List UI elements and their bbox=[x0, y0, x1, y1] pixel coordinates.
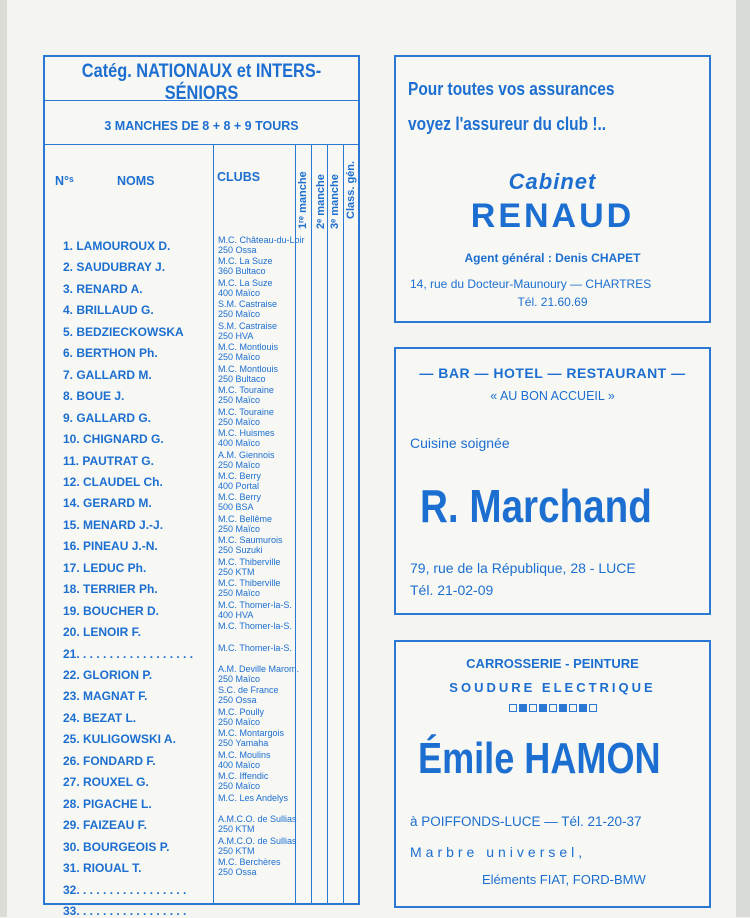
entry-name: 19. BOUCHER D. bbox=[63, 603, 160, 618]
club-machine: 250 Maïco bbox=[218, 716, 261, 727]
ad-hamon bbox=[394, 640, 711, 908]
club-machine: 250 Maïco bbox=[218, 416, 261, 427]
entry-name: 2. SAUDUBRAY J. bbox=[63, 260, 166, 275]
entry-club bbox=[218, 664, 299, 684]
entry-name: 26. FONDARD F. bbox=[63, 753, 156, 768]
ornament-row bbox=[396, 704, 709, 712]
club-name: S.M. Castraise bbox=[218, 299, 278, 310]
brand-cabinet: Cabinet bbox=[508, 169, 597, 194]
entry-club bbox=[218, 814, 297, 834]
entry-club bbox=[218, 685, 279, 705]
club-name: M.C. Berry bbox=[218, 492, 262, 503]
club-name: M.C. La Suze bbox=[218, 277, 273, 288]
club-machine: 250 Maïco bbox=[218, 674, 261, 684]
club-name: M.C. La Suze bbox=[218, 256, 273, 267]
entry-name: 33. . . . . . . . . . . . . . . . . bbox=[63, 903, 187, 918]
club-name: M.C. Touraine bbox=[218, 406, 274, 417]
entry-club bbox=[218, 728, 284, 748]
club-machine: 250 Ossa bbox=[218, 245, 257, 255]
entry-name: 10. CHIGNARD G. bbox=[63, 432, 164, 447]
club-name: M.C. Berry bbox=[218, 470, 262, 481]
club-name: M.C. Poully bbox=[218, 706, 265, 717]
club-machine: 250 Suzuki bbox=[218, 545, 263, 556]
entry-club bbox=[218, 364, 278, 384]
entry-club bbox=[218, 407, 274, 427]
club-machine: 250 Ossa bbox=[218, 695, 257, 706]
entry-club bbox=[218, 299, 277, 319]
club-machine: 250 Ossa bbox=[218, 867, 257, 878]
club-machine: 250 HVA bbox=[218, 330, 254, 341]
entry-name: 15. MENARD J.-J. bbox=[63, 517, 164, 532]
page-edge-right bbox=[736, 0, 750, 917]
club-name: M.C. Huismes bbox=[218, 428, 275, 439]
club-name: M.C. Bellême bbox=[218, 513, 273, 524]
entry-club bbox=[218, 342, 278, 362]
entry-name: 20. LENOIR F. bbox=[63, 625, 142, 640]
club-name: M.C. Berchères bbox=[218, 857, 281, 868]
entry-club bbox=[218, 771, 268, 791]
col-rule bbox=[295, 144, 296, 905]
entry-club bbox=[218, 278, 273, 298]
club-name: M.C. Montargois bbox=[218, 728, 285, 739]
club-name: M.C. Montlouis bbox=[218, 363, 279, 374]
entry-name: 4. BRILLAUD G. bbox=[63, 303, 154, 318]
col-header-m3: 3ᵉ manche bbox=[329, 174, 341, 229]
entry-club bbox=[218, 428, 275, 448]
entry-name: 32. . . . . . . . . . . . . . . . . bbox=[63, 882, 187, 897]
entry-name: 21. . . . . . . . . . . . . . . . . . bbox=[63, 646, 194, 661]
club-machine: 250 Maïco bbox=[218, 395, 261, 406]
entry-name: 12. CLAUDEL Ch. bbox=[63, 474, 163, 489]
club-name: M.C. Thiberville bbox=[218, 578, 281, 589]
club-machine: 250 Maïco bbox=[218, 523, 261, 534]
address: à POIFFONDS-LUCE — Tél. 21-20-37 bbox=[410, 814, 642, 829]
ad-heading: — BAR — HOTEL — RESTAURANT — bbox=[419, 365, 686, 381]
club-machine: 250 Bultaco bbox=[218, 373, 266, 384]
address: 14, rue du Docteur-Maunoury — CHARTRES bbox=[410, 277, 652, 291]
entry-club bbox=[218, 235, 305, 255]
entry-name: 28. PIGACHE L. bbox=[63, 796, 152, 811]
club-name: M.C. Thomer-la-S. bbox=[218, 621, 292, 632]
entry-club bbox=[218, 857, 281, 877]
club-name: M.C. Moulins bbox=[218, 749, 271, 760]
entry-name: 16. PINEAU J.-N. bbox=[63, 539, 158, 554]
club-machine: 400 Portal bbox=[218, 480, 260, 491]
telephone: Tél. 21-02-09 bbox=[410, 582, 494, 598]
club-machine: 400 Maïco bbox=[218, 438, 261, 449]
hamon-name: Émile HAMON bbox=[418, 734, 661, 783]
club-machine: 250 Maïco bbox=[218, 352, 261, 363]
entry-name: 22. GLORION P. bbox=[63, 668, 153, 682]
entry-club bbox=[218, 793, 288, 803]
col-rule bbox=[327, 144, 328, 905]
club-name: M.C. Montlouis bbox=[218, 342, 279, 353]
club-machine: 250 Yamaha bbox=[218, 738, 269, 749]
col-rule bbox=[213, 144, 214, 905]
address: 79, rue de la République, 28 - LUCE bbox=[410, 560, 636, 576]
entry-name: 7. GALLARD M. bbox=[63, 367, 152, 382]
entry-name: 18. TERRIER Ph. bbox=[63, 582, 158, 597]
col-header-class: Class. gén. bbox=[345, 160, 357, 219]
entry-name: 9. GALLARD G. bbox=[63, 410, 152, 425]
club-machine: 250 KTM bbox=[218, 566, 255, 577]
entry-name: 23. MAGNAT F. bbox=[63, 689, 148, 704]
entry-name: 27. ROUXEL G. bbox=[63, 775, 149, 790]
ad-line: SOUDURE ELECTRIQUE bbox=[449, 680, 656, 695]
page-edge-left bbox=[0, 0, 7, 917]
ad-line: Marbre universel, bbox=[410, 844, 587, 860]
club-name: M.C. Iffendic bbox=[218, 771, 269, 782]
col-header-m1: 1ʳᵉ manche bbox=[297, 171, 309, 229]
telephone: Tél. 21.60.69 bbox=[517, 295, 588, 309]
entry-name: 1. LAMOUROUX D. bbox=[63, 239, 171, 253]
ad-marchand bbox=[394, 347, 711, 615]
entry-club bbox=[218, 492, 261, 512]
club-name: A.M. Giennois bbox=[218, 449, 275, 460]
cuisine-text: Cuisine soignée bbox=[410, 435, 510, 451]
entry-name: 29. FAIZEAU F. bbox=[63, 818, 148, 833]
club-name: M.C. Thomer-la-S. bbox=[218, 642, 292, 653]
entry-club bbox=[218, 535, 283, 555]
club-name: A.M. Deville Marom. bbox=[218, 664, 300, 674]
ad-renaud bbox=[394, 55, 711, 323]
col-header-m2: 2ᵉ manche bbox=[315, 174, 327, 229]
club-name: M.C. Saumurois bbox=[218, 535, 283, 546]
entry-name: 25. KULIGOWSKI A. bbox=[63, 732, 176, 747]
ad-line: Pour toutes vos assurances bbox=[408, 79, 615, 99]
entry-club bbox=[218, 514, 272, 534]
entry-name: 5. BEDZIECKOWSKA bbox=[63, 324, 184, 339]
club-machine: 250 KTM bbox=[218, 824, 255, 835]
club-machine: 250 Maïco bbox=[218, 781, 261, 792]
entry-club bbox=[218, 578, 280, 598]
entry-name: 30. BOURGEOIS P. bbox=[63, 839, 170, 854]
entry-club bbox=[218, 450, 275, 470]
club-machine: 500 BSA bbox=[218, 502, 254, 513]
entry-club bbox=[218, 385, 274, 405]
entry-name: 14. GERARD M. bbox=[63, 496, 152, 511]
club-name: M.C. Touraine bbox=[218, 385, 274, 396]
club-machine: 250 Maïco bbox=[218, 588, 261, 599]
entry-club bbox=[218, 321, 277, 341]
club-name: A.M.C.O. de Sullias bbox=[218, 835, 297, 846]
col-header-clubs: CLUBS bbox=[217, 170, 261, 184]
entry-name: 31. RIOUAL T. bbox=[63, 861, 142, 876]
entry-club bbox=[218, 707, 264, 727]
entry-club bbox=[218, 643, 292, 653]
entry-name: 17. LEDUC Ph. bbox=[63, 560, 147, 575]
entry-club bbox=[218, 836, 297, 856]
entry-table bbox=[43, 55, 360, 918]
club-name: A.M.C.O. de Sullias bbox=[218, 814, 297, 825]
club-name: M.C. Château-du-Loir bbox=[218, 235, 305, 245]
entry-name: 8. BOUE J. bbox=[63, 389, 125, 404]
club-machine: 400 Maïco bbox=[218, 759, 261, 770]
ad-subheading: « AU BON ACCUEIL » bbox=[490, 389, 615, 403]
entry-name: 6. BERTHON Ph. bbox=[63, 346, 158, 361]
ad-line: CARROSSERIE - PEINTURE bbox=[466, 656, 639, 671]
entry-club bbox=[218, 256, 273, 276]
club-machine: 400 Maïco bbox=[218, 287, 261, 298]
table-subtitle: 3 MANCHES DE 8 + 8 + 9 TOURS bbox=[104, 119, 299, 133]
entry-name: 3. RENARD A. bbox=[63, 281, 143, 296]
club-machine: 250 Maïco bbox=[218, 309, 261, 320]
entry-club bbox=[218, 621, 292, 631]
entry-club bbox=[218, 557, 280, 577]
entry-name: 11. PAUTRAT G. bbox=[63, 453, 154, 468]
club-name: M.C. Thomer-la-S. bbox=[218, 599, 292, 610]
col-rule bbox=[343, 144, 344, 905]
col-header-no: N°ˢ bbox=[55, 174, 74, 188]
col-rule bbox=[311, 144, 312, 905]
marchand-name: R. Marchand bbox=[420, 480, 652, 532]
table-title: Catég. NATIONAUX et INTERS-SÉNIORS bbox=[81, 61, 322, 104]
club-machine: 400 HVA bbox=[218, 609, 254, 620]
entry-club bbox=[218, 600, 292, 620]
divider bbox=[45, 100, 358, 101]
club-machine: 250 KTM bbox=[218, 845, 255, 856]
ad-line: Eléments FIAT, FORD-BMW bbox=[482, 872, 646, 887]
club-name: S.M. Castraise bbox=[218, 320, 278, 331]
entry-name: 24. BEZAT L. bbox=[63, 710, 137, 725]
club-name: M.C. Les Andelys bbox=[218, 792, 289, 803]
ad-line: voyez l'assureur du club !.. bbox=[408, 114, 607, 134]
entry-club bbox=[218, 750, 271, 770]
agent: Agent général : Denis CHAPET bbox=[464, 251, 641, 265]
club-machine: 360 Bultaco bbox=[218, 266, 266, 277]
entry-club bbox=[218, 471, 261, 491]
club-machine: 250 Maïco bbox=[218, 459, 261, 470]
brand-renaud: RENAUD bbox=[470, 197, 635, 235]
col-header-names: NOMS bbox=[117, 174, 155, 188]
club-name: S.C. de France bbox=[218, 685, 279, 696]
club-name: M.C. Thiberville bbox=[218, 556, 281, 567]
